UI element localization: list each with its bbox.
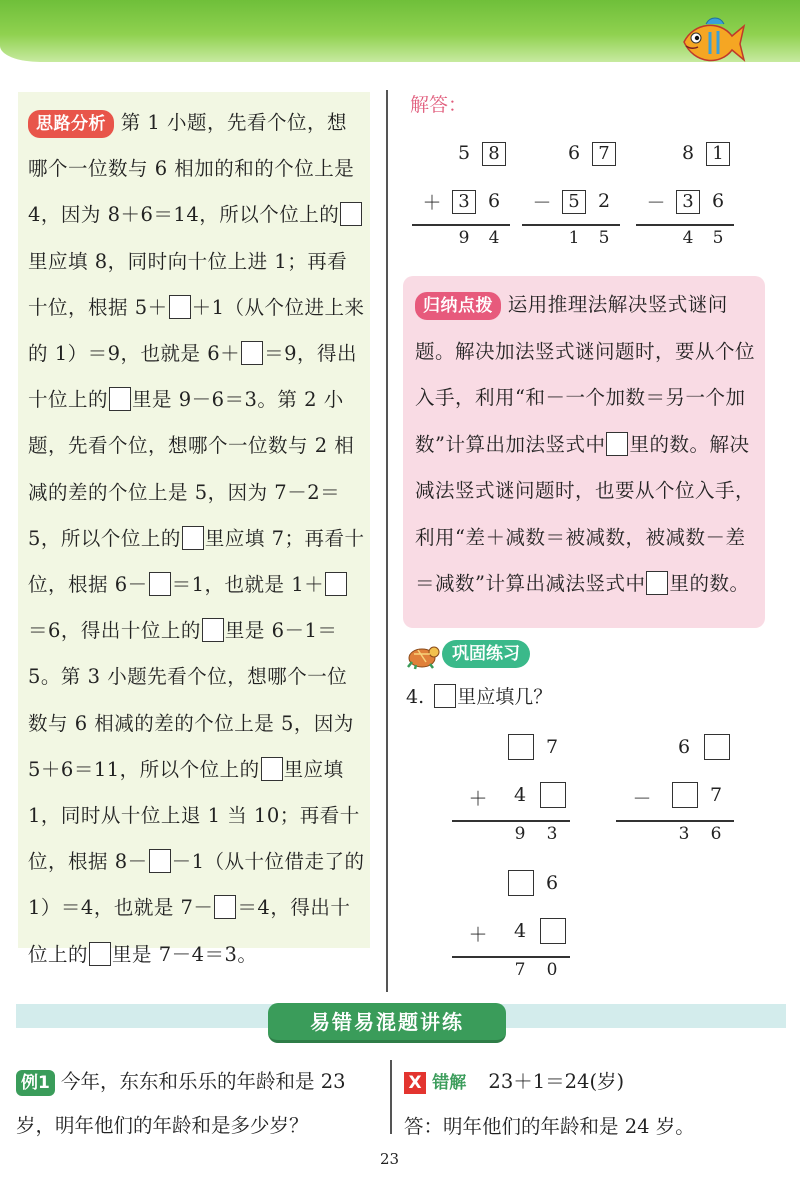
mistakes-title: 易错易混题讲练 [268,1003,506,1043]
digit: 6 [677,736,691,758]
analysis-segment: ＝4，得出十位上的 [28,896,351,966]
answer-vertical-calc [636,142,736,252]
digit: 6 [711,190,725,212]
answer-box: 7 [592,142,616,166]
digit: 7 [545,736,559,758]
blank-box [325,572,347,596]
analysis-segment: 里是 6－1＝5。第 3 小题先看个位，想哪个一位数与 6 相减的差的个位上是 5，因为 5＋6＝11，所以个位上的 [28,619,354,781]
blank-box [606,432,628,456]
operator-sign: ＋ [468,924,488,946]
analysis-segment: 里是 9－6＝3。第 2 小题，先看个位，想哪个一位数与 2 相减的差的个位上是 5，因为 7－2＝5，所以个位上的 [28,388,355,550]
sum-line [452,820,570,822]
analysis-text [28,100,366,978]
bottom-divider [390,1060,392,1134]
analysis-segment: ＝9，得出十位上的 [28,342,358,412]
blank-box [540,782,566,808]
analysis-segment: 里是 7－4＝3。 [112,942,258,966]
blank-box [149,572,171,596]
answer-vertical-calc [412,142,512,252]
blank-box [434,684,456,708]
example-tag: 例1 [16,1070,55,1096]
wrong-solution [404,1060,784,1149]
analysis-segment: －1（从十位借走了的 1）＝4，也就是 7－ [28,850,365,920]
result-digit: 5 [712,228,724,248]
operator-sign: － [632,788,652,810]
digit: 6 [567,142,581,164]
example-question [16,1060,378,1148]
sum-line [616,820,734,822]
turtle-icon [404,640,440,670]
summary-part: 运用推理法解决竖式谜问题。解决加法竖式谜问题时，要从个位入手，利用“和－一个加数＝另一个加数”计算出加法竖式中 [415,293,756,456]
result-digit: 7 [514,960,526,980]
sum-line [412,224,510,226]
summary-part: 里的数。解决减法竖式谜问题时，也要从个位入手，利用“差＋减数＝被减数，被减数－差＝减数”计算出减法竖式中 [415,432,756,595]
operator-sign: － [646,192,666,214]
question-number: 4. [406,686,425,708]
analysis-segment: 第 1 小题，先看个位，想哪个一位数与 6 相加的和的个位上是 4，因为 8＋6＝14，所以个位上的 [28,111,355,227]
analysis-tag: 思路分析 [28,110,114,138]
wrong-answer: 答：明年他们的年龄和是 24 岁。 [404,1114,695,1138]
wrong-label: 错解 [432,1072,467,1093]
analysis-segment: 里应填 7；再看十位，根据 6－ [28,526,365,597]
blank-box [241,341,263,365]
blank-box [149,849,171,873]
blank-box [672,782,698,808]
question-text: 里应填几？ [457,686,553,708]
digit: 6 [545,872,559,894]
answer-box: 3 [676,190,700,214]
answer-box: 5 [562,190,586,214]
result-digit: 4 [682,228,694,248]
sum-line [522,224,620,226]
result-digit: 5 [598,228,610,248]
analysis-segment: 里应填 1，同时从十位上退 1 当 10；再看十位，根据 8－ [28,757,360,874]
summary-tag: 归纳点拨 [415,292,501,320]
summary-box [403,276,765,628]
operator-sign: ＋ [422,192,442,214]
result-digit: 4 [488,228,500,248]
practice-tag: 巩固练习 [442,640,530,668]
page-number: 23 [380,1150,400,1168]
summary-text [415,282,759,608]
result-digit: 0 [546,960,558,980]
answer-vertical-calc [522,142,622,252]
blank-box [646,571,668,595]
result-digit: 6 [710,824,722,844]
result-digit: 9 [514,824,526,844]
blank-box [182,526,204,550]
blank-box [214,895,236,919]
blank-box [169,295,191,319]
example-text: 今年，东东和乐乐的年龄和是 23 岁，明年他们的年龄和是多少岁？ [16,1070,346,1137]
digit: 6 [487,190,501,212]
digit: 4 [513,784,527,806]
blank-box [89,942,111,966]
blank-box [508,734,534,760]
practice-vertical-calc [452,734,572,854]
operator-sign: － [532,192,552,214]
answer-box: 8 [482,142,506,166]
result-digit: 9 [458,228,470,248]
digit: 7 [709,784,723,806]
operator-sign: ＋ [468,788,488,810]
digit: 5 [457,142,471,164]
sum-line [452,956,570,958]
analysis-panel [18,92,370,966]
digit: 4 [513,920,527,942]
analysis-segment: 里应填 8，同时向十位上进 1；再看十位，根据 5＋ [28,249,348,319]
fish-icon [676,14,746,70]
practice-question [406,682,552,709]
answer-label: 解答： [410,94,468,116]
analysis-segment: ＋1（从个位进上来的 1）＝9，也就是 6＋ [28,295,365,366]
blank-box [109,387,131,411]
column-divider [386,90,388,992]
blank-box [704,734,730,760]
blank-box [540,918,566,944]
result-digit: 3 [678,824,690,844]
analysis-segment: ＝1，也就是 1＋ [171,573,325,597]
blank-box [340,202,362,226]
practice-vertical-calc [452,870,572,990]
wrong-calc: 23＋1＝24(岁) [488,1070,625,1093]
wrong-mark-icon: X [404,1072,426,1094]
result-digit: 3 [546,824,558,844]
blank-box [508,870,534,896]
blank-box [261,757,283,781]
answer-box: 3 [452,190,476,214]
digit: 2 [597,190,611,212]
answer-box: 1 [706,142,730,166]
analysis-segment: ＝6，得出十位上的 [28,619,201,643]
summary-part: 里的数。 [669,572,750,595]
digit: 8 [681,142,695,164]
result-digit: 1 [568,228,580,248]
sum-line [636,224,734,226]
practice-vertical-calc [616,734,736,854]
blank-box [202,618,224,642]
